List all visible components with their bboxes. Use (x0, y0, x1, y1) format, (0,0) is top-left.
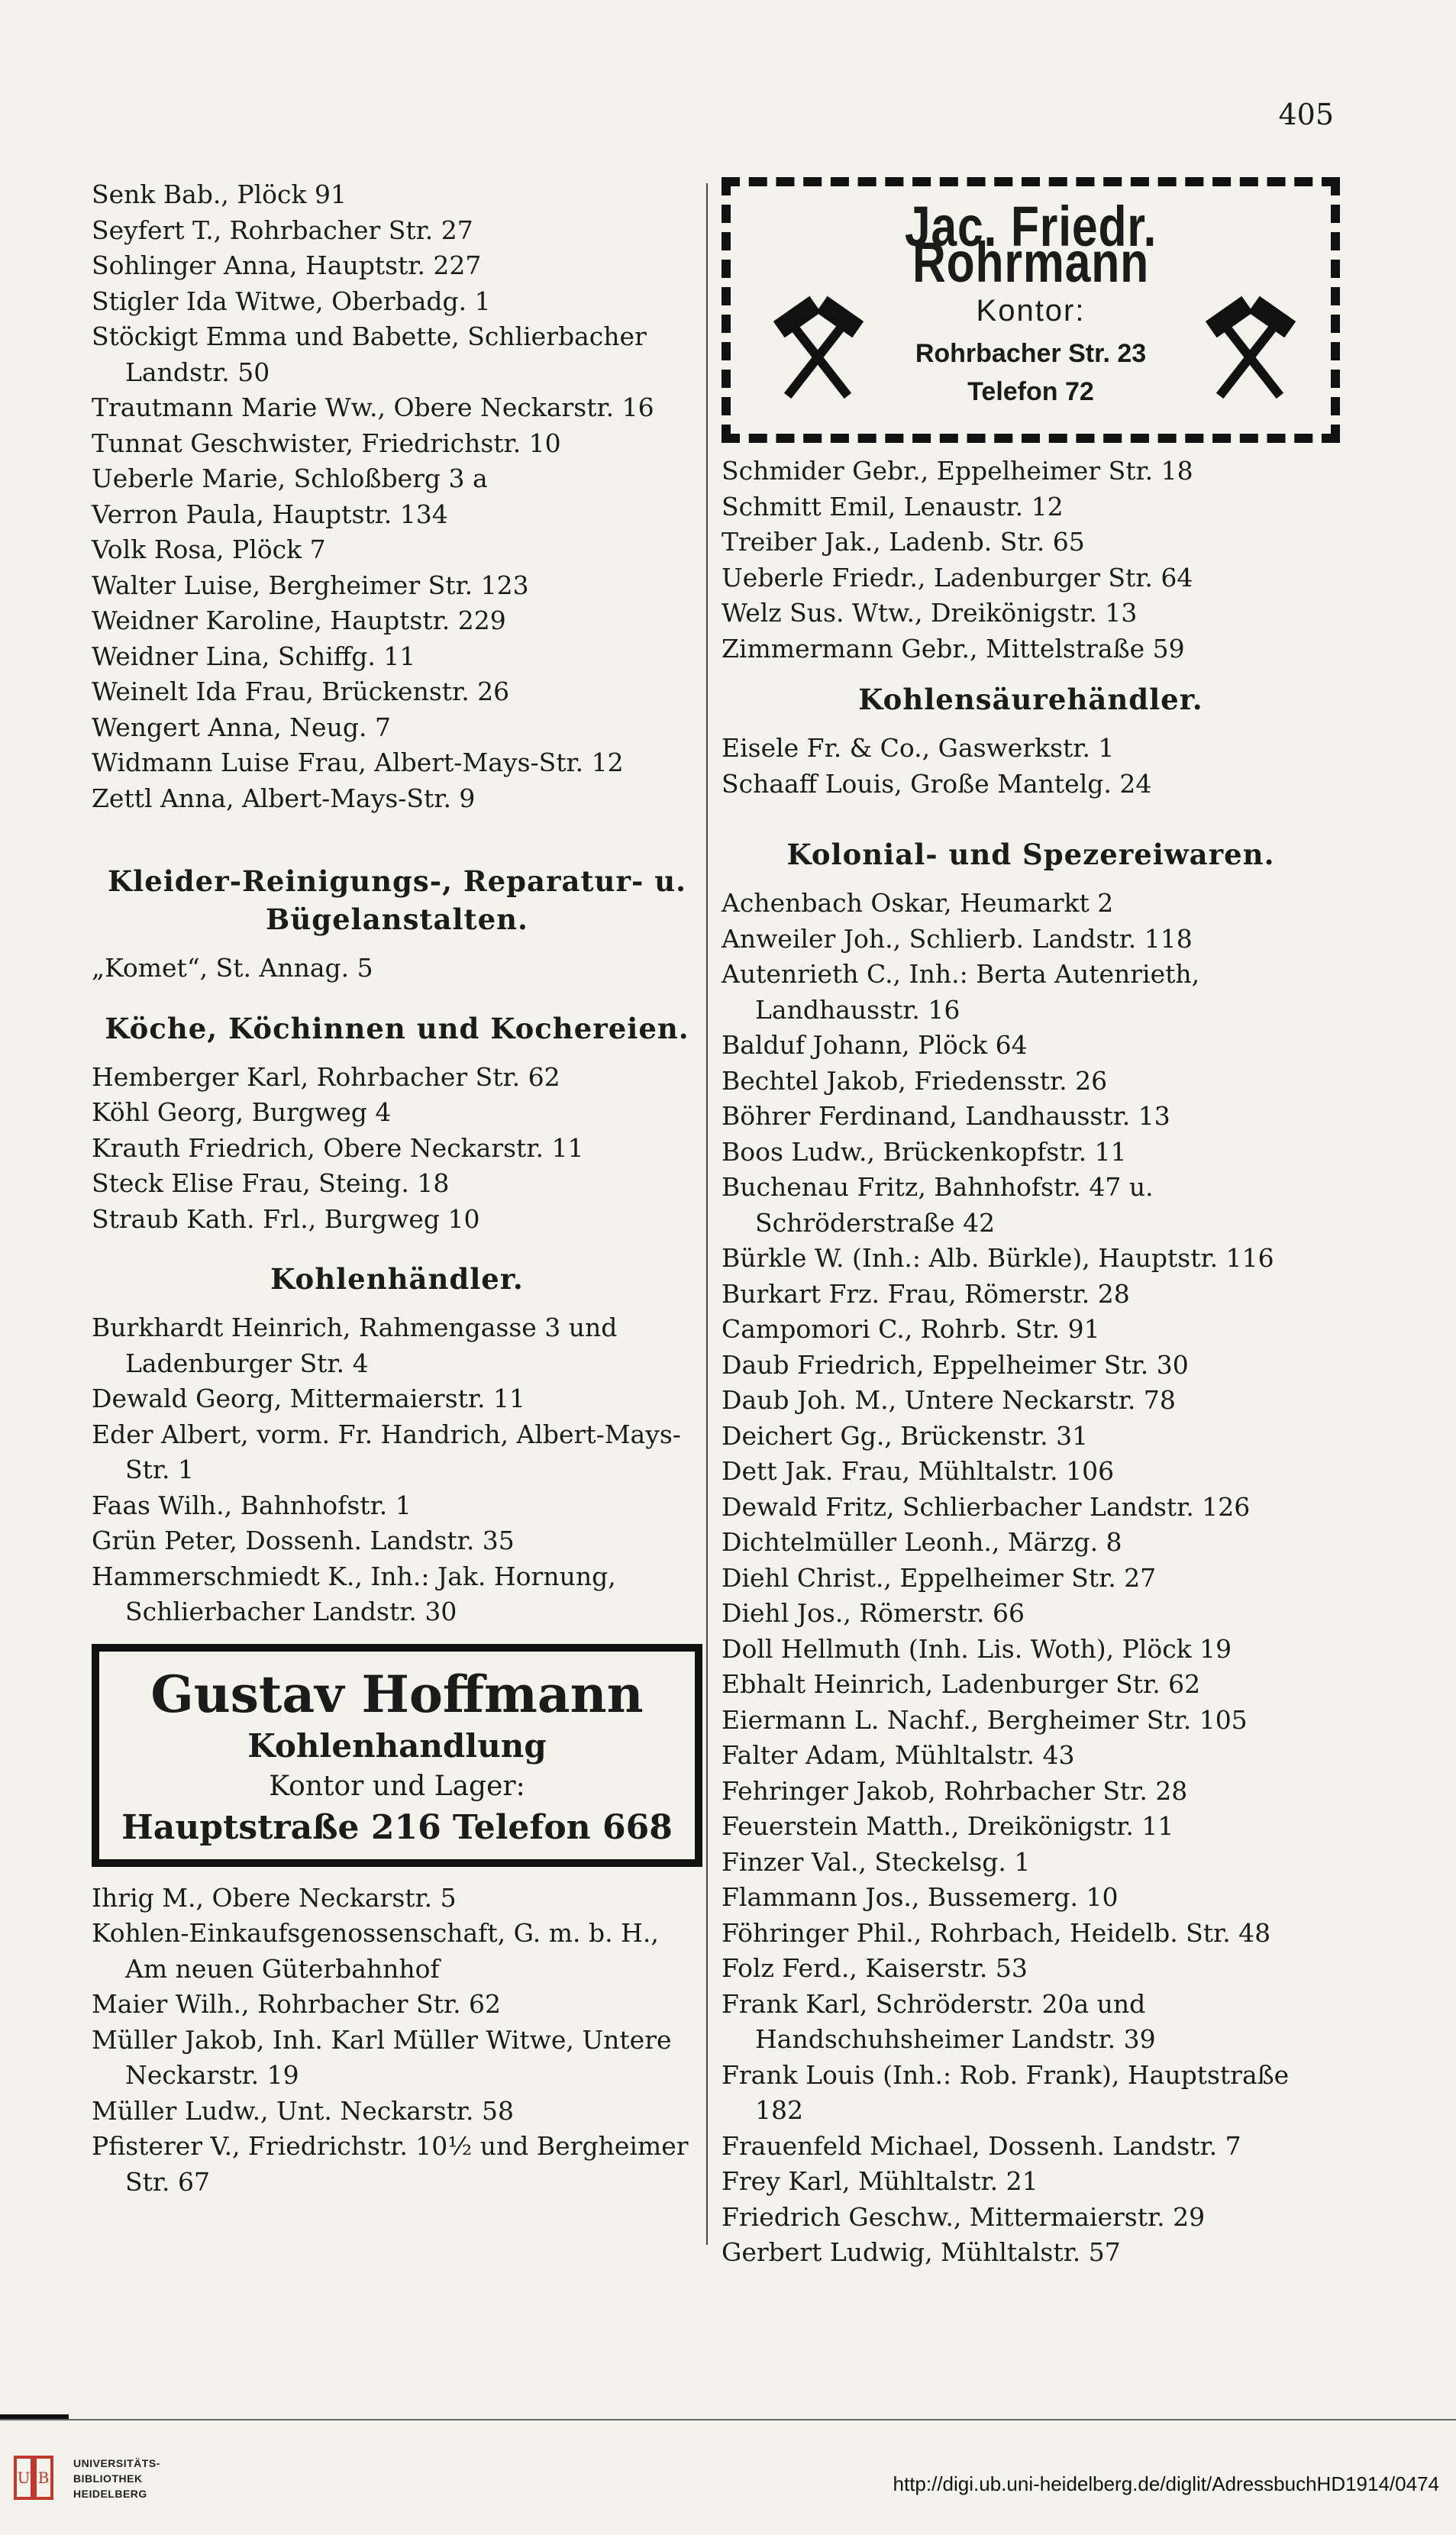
directory-entry: „Komet“, St. Annag. 5 (92, 953, 373, 983)
directory-entry: Falter Adam, Mühltalstr. 43 (722, 1740, 1075, 1770)
hoffmann-subtitle: Kohlenhandlung (247, 1726, 547, 1765)
directory-entry: Sohlinger Anna, Hauptstr. 227 (92, 250, 482, 280)
hoffmann-name: Gustav Hoffmann (150, 1664, 644, 1724)
directory-entry: Achenbach Oskar, Heumarkt 2 (722, 888, 1114, 918)
directory-entry: Feuerstein Matth., Dreikönigstr. 11 (722, 1811, 1174, 1841)
entry-list-kohlen-a (92, 1310, 702, 1630)
directory-entry: Pfisterer V., Friedrichstr. 10½ und Bergheimer Str. 67 (92, 2131, 689, 2197)
directory-entry: Doll Hellmuth (Inh. Lis. Woth), Plöck 19 (722, 1633, 1232, 1664)
directory-entry: Schmider Gebr., Eppelheimer Str. 18 (722, 456, 1193, 486)
heading-kolonial: Kolonial- und Spezereiwaren. (786, 838, 1275, 871)
right-column (722, 177, 1340, 2271)
directory-entry: Dewald Georg, Mittermaierstr. 11 (92, 1384, 526, 1413)
directory-entry: Föhringer Phil., Rohrbach, Heidelb. Str. 48 (722, 1917, 1271, 1948)
directory-entry: Friedrich Geschw., Mittermaierstr. 29 (722, 2201, 1206, 2232)
directory-entry: Daub Friedrich, Eppelheimer Str. 30 (722, 1349, 1189, 1380)
svg-text:B: B (37, 2469, 50, 2487)
directory-entry: Weidner Karoline, Hauptstr. 229 (92, 605, 506, 635)
directory-entry: Balduf Johann, Plöck 64 (722, 1030, 1028, 1060)
heading-kohlensaeure: Kohlensäurehändler. (858, 683, 1203, 716)
library-logo-icon (11, 2451, 56, 2504)
directory-entry: Seyfert T., Rohrbacher Str. 27 (92, 215, 473, 245)
directory-entry: Dewald Fritz, Schlierbacher Landstr. 126 (722, 1491, 1251, 1522)
entry-list-top (92, 177, 702, 816)
directory-entry: Anweiler Joh., Schlierb. Landstr. 118 (722, 923, 1193, 954)
directory-entry: Böhrer Ferdinand, Landhausstr. 13 (722, 1101, 1170, 1131)
directory-entry: Weidner Lina, Schiffg. 11 (92, 641, 416, 671)
directory-entry: Hammerschmiedt K., Inh.: Jak. Hornung, Schlierbacher Landstr. 30 (92, 1561, 616, 1626)
directory-entry: Ueberle Marie, Schloßberg 3 a (92, 463, 488, 493)
entry-list-kohlen-b (92, 1881, 702, 2201)
directory-entry: Maier Wilh., Rohrbacher Str. 62 (92, 1989, 502, 2019)
left-column (92, 177, 702, 2200)
directory-entry: Schmitt Emil, Lenaustr. 12 (722, 491, 1064, 522)
directory-entry: Gerbert Ludwig, Mühltalstr. 57 (722, 2237, 1121, 2267)
crossed-hammers-icon (1201, 293, 1300, 408)
directory-entry: Steck Elise Frau, Steing. 18 (92, 1168, 450, 1198)
directory-entry: Müller Jakob, Inh. Karl Müller Witwe, Untere Neckarstr. 19 (92, 2024, 672, 2090)
directory-entry: Krauth Friedrich, Obere Neckarstr. 11 (92, 1132, 584, 1163)
rohrmann-name: Jac. Friedr. Rohrmann (904, 195, 1157, 294)
rohrmann-kontor: Kontor: (976, 294, 1086, 328)
directory-entry: Dett Jak. Frau, Mühltalstr. 106 (722, 1456, 1115, 1486)
directory-entry: Welz Sus. Wtw., Dreikönigstr. 13 (722, 598, 1138, 628)
entry-list-kohlensaeure (722, 731, 1340, 802)
directory-entry: Boos Ludw., Brückenkopfstr. 11 (722, 1136, 1127, 1167)
directory-entry: Eisele Fr. & Co., Gaswerkstr. 1 (722, 733, 1115, 763)
library-line-1: UNIVERSITÄTS- (73, 2457, 160, 2469)
source-url-link[interactable]: http://digi.ub.uni-heidelberg.de/diglit/AdressbuchHD1914/0474 (893, 2472, 1439, 2495)
entry-list-kolonial (722, 886, 1340, 2271)
column-divider (706, 183, 708, 2245)
directory-entry: Zimmermann Gebr., Mittelstraße 59 (722, 633, 1185, 664)
entry-list-koeche (92, 1060, 702, 1238)
directory-entry: Daub Joh. M., Untere Neckarstr. 78 (722, 1385, 1176, 1415)
footer-divider (0, 2419, 1456, 2420)
hoffmann-address: Hauptstraße 216 Telefon 668 (121, 1807, 673, 1847)
directory-entry: Zettl Anna, Albert-Mays-Str. 9 (92, 783, 476, 813)
directory-entry: Hemberger Karl, Rohrbacher Str. 62 (92, 1061, 560, 1092)
svg-text:U: U (17, 2469, 31, 2487)
directory-entry: Ueberle Friedr., Ladenburger Str. 64 (722, 562, 1193, 593)
library-name (73, 2456, 160, 2501)
directory-entry: Grün Peter, Dossenh. Landstr. 35 (92, 1526, 515, 1555)
directory-entry: Frauenfeld Michael, Dossenh. Landstr. 7 (722, 2130, 1241, 2161)
library-line-3: HEIDELBERG (73, 2488, 147, 2500)
directory-entry: Müller Ludw., Unt. Neckarstr. 58 (92, 2095, 514, 2126)
directory-entry: Straub Kath. Frl., Burgweg 10 (92, 1203, 480, 1234)
directory-entry: Senk Bab., Plöck 91 (92, 179, 347, 209)
directory-entry: Faas Wilh., Bahnhofstr. 1 (92, 1490, 412, 1520)
directory-entry: Burkhardt Heinrich, Rahmengasse 3 und Ladenburger Str. 4 (92, 1313, 618, 1378)
directory-entry: Ebhalt Heinrich, Ladenburger Str. 62 (722, 1669, 1201, 1699)
directory-entry: Eder Albert, vorm. Fr. Handrich, Albert-Mays-Str. 1 (92, 1419, 681, 1484)
directory-entry: Widmann Luise Frau, Albert-Mays-Str. 12 (92, 748, 624, 777)
directory-entry: Campomori C., Rohrb. Str. 91 (722, 1314, 1100, 1344)
directory-entry: Finzer Val., Steckelsg. 1 (722, 1846, 1031, 1877)
directory-entry: Treiber Jak., Ladenb. Str. 65 (722, 527, 1085, 557)
directory-entry: Weinelt Ida Frau, Brückenstr. 26 (92, 677, 510, 706)
directory-entry: Bürkle W. (Inh.: Alb. Bürkle), Hauptstr. 116 (722, 1243, 1274, 1273)
directory-entry: Diehl Jos., Römerstr. 66 (722, 1598, 1025, 1628)
directory-entry: Eiermann L. Nachf., Bergheimer Str. 105 (722, 1704, 1248, 1735)
directory-entry: Burkart Frz. Frau, Römerstr. 28 (722, 1278, 1130, 1309)
hoffmann-kontor: Kontor und Lager: (269, 1770, 525, 1802)
directory-entry: Stigler Ida Witwe, Oberbadg. 1 (92, 286, 491, 316)
entry-list-top-right (722, 454, 1340, 667)
library-line-2: BIBLIOTHEK (73, 2472, 143, 2485)
directory-entry: Kohlen-Einkaufsgenossenschaft, G. m. b. H., Am neuen Güterbahnhof (92, 1918, 659, 1984)
directory-entry: Verron Paula, Hauptstr. 134 (92, 499, 448, 529)
directory-entry: Tunnat Geschwister, Friedrichstr. 10 (92, 428, 561, 458)
directory-entry: Deichert Gg., Brückenstr. 31 (722, 1420, 1089, 1451)
directory-entry: Volk Rosa, Plöck 7 (92, 534, 326, 564)
directory-entry: Stöckigt Emma und Babette, Schlierbacher Landstr. 50 (92, 321, 647, 387)
directory-entry: Walter Luise, Bergheimer Str. 123 (92, 570, 529, 600)
directory-entry: Buchenau Fritz, Bahnhofstr. 47 u. Schröderstraße 42 (722, 1172, 1154, 1238)
directory-entry: Flammann Jos., Bussemerg. 10 (722, 1882, 1119, 1912)
hoffmann-advertisement (92, 1644, 702, 1867)
directory-entry: Bechtel Jakob, Friedensstr. 26 (722, 1065, 1108, 1096)
directory-entry: Diehl Christ., Eppelheimer Str. 27 (722, 1562, 1157, 1593)
heading-kleider: Kleider-Reinigungs-, Reparatur- u. Bügelanstalten. (108, 864, 686, 936)
directory-entry: Dichtelmüller Leonh., Märzg. 8 (722, 1527, 1122, 1557)
page-number: 405 (1278, 98, 1334, 131)
directory-entry: Autenrieth C., Inh.: Berta Autenrieth, Landhausstr. 16 (722, 959, 1200, 1025)
directory-entry: Köhl Georg, Burgweg 4 (92, 1097, 392, 1127)
rohrmann-address: Rohrbacher Str. 23 (915, 339, 1147, 368)
directory-entry: Fehringer Jakob, Rohrbacher Str. 28 (722, 1775, 1188, 1806)
directory-entry: Ihrig M., Obere Neckarstr. 5 (92, 1882, 457, 1913)
directory-entry: Trautmann Marie Ww., Obere Neckarstr. 16 (92, 392, 654, 422)
heading-kohlenhaendler: Kohlenhändler. (270, 1262, 524, 1296)
directory-entry: Frank Karl, Schröderstr. 20a und Handschuhsheimer Landstr. 39 (722, 1988, 1156, 2054)
rohrmann-phone: Telefon 72 (967, 377, 1094, 406)
directory-entry: Schaaff Louis, Große Mantelg. 24 (722, 768, 1152, 799)
directory-entry: Wengert Anna, Neug. 7 (92, 712, 391, 742)
directory-entry: Frey Karl, Mühltalstr. 21 (722, 2166, 1038, 2196)
heading-koeche: Köche, Köchinnen und Kochereien. (105, 1011, 689, 1045)
directory-entry: Frank Louis (Inh.: Rob. Frank), Hauptstraße 182 (722, 2059, 1290, 2125)
directory-entry: Folz Ferd., Kaiserstr. 53 (722, 1953, 1028, 1983)
rohrmann-advertisement (722, 177, 1340, 443)
entry-list-kleider (92, 951, 702, 987)
